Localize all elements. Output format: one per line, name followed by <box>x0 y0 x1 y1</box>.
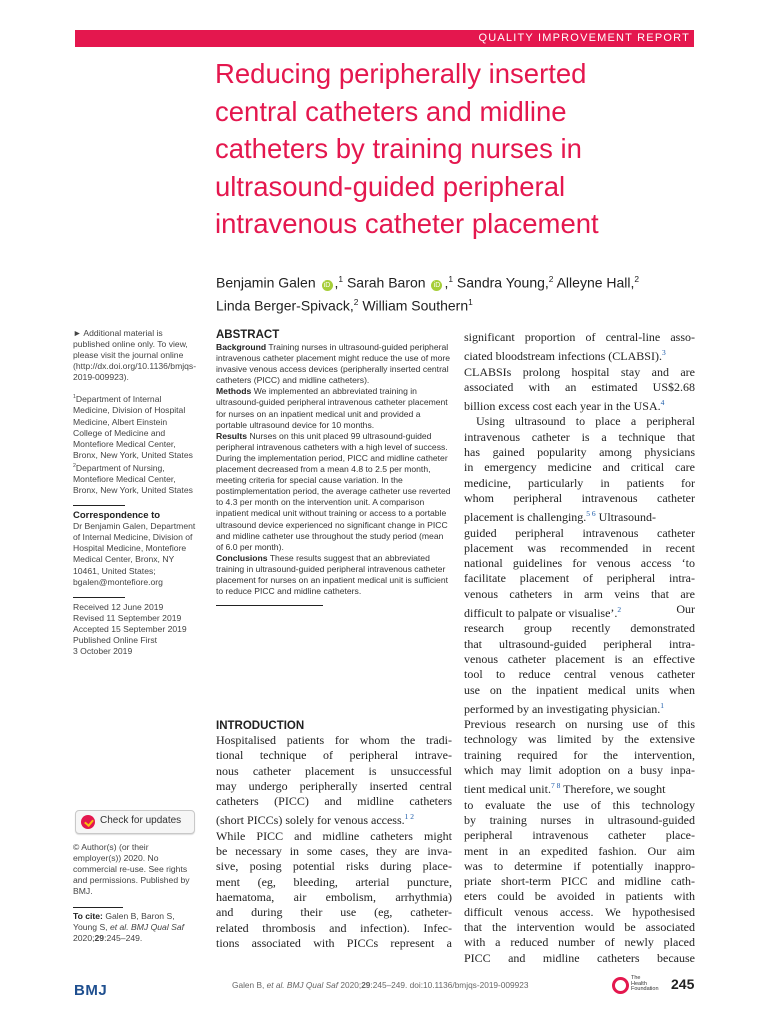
text-line: placement is challenging.$^{5 6}$ Ultrasound- <box>464 509 656 525</box>
author-list: Benjamin Galen iD ,$^1$ Sarah Baron iD ,$^1$ Sandra Young,$^2$ Alleyne Hall,$^2$ Linda Berger-Spivack,$^2$ William Southern$^1$ <box>216 274 640 314</box>
text-line: difficult venous access. We hypothesised <box>464 904 695 919</box>
divider <box>73 907 123 908</box>
text-line: was to determine if potentially inappro- <box>464 858 695 873</box>
author-name[interactable]: Sandra Young, <box>456 274 549 291</box>
date-published-label: Published Online First <box>73 634 158 645</box>
abstract-heading: ABSTRACT <box>216 329 280 341</box>
reference-link[interactable]: 7 8 <box>550 781 561 791</box>
introduction-heading: INTRODUCTION <box>216 720 305 732</box>
text-line: which may limit adoption on a busy inpa- <box>464 763 695 778</box>
text-line: priate short-term PICC and midline cath- <box>464 874 695 889</box>
introduction-text <box>216 733 452 951</box>
text-line: guided peripheral intravenous catheter <box>464 525 695 540</box>
divider <box>73 505 125 506</box>
foundation-ring-icon <box>612 977 629 994</box>
text-line: intravenous catheter is a technique that <box>464 429 695 444</box>
text-line: significant proportion of central-line asso- <box>464 330 695 344</box>
reference-link[interactable]: 3 <box>661 348 666 358</box>
text-line: venous catheter placement is an effective <box>464 651 695 666</box>
text-line: difficult to palpate or visualise’.$^2$ Our <box>464 602 695 621</box>
affiliation-mark: 1 <box>338 274 344 284</box>
date-published: 3 October 2019 <box>73 646 133 657</box>
text-line: nous catheter placement is unsuccessful <box>216 763 452 778</box>
author-name[interactable]: Sarah Baron <box>346 274 426 291</box>
text-line: whom peripheral intravenous catheter <box>464 490 695 505</box>
text-line: facilitate placement of peripheral intra- <box>464 571 695 586</box>
footer-citation: Galen B, et al. BMJ Qual Saf 2020;29:245–249. doi:10.1136/bmjqs-2019-009923 <box>232 980 529 990</box>
crossmark-icon <box>81 815 95 829</box>
affiliation-mark: 1 <box>468 296 473 307</box>
title-line: catheters by training nurses in <box>215 133 582 164</box>
author-name[interactable]: Benjamin Galen <box>216 274 316 291</box>
text-line: performed by an investigating physician.$^1$ <box>464 700 665 716</box>
text-line: with a reduced number of newly placed <box>464 935 695 950</box>
title-line: intravenous catheter placement <box>215 208 599 239</box>
reference-link[interactable]: 2 <box>617 605 622 615</box>
title-line: central catheters and midline <box>215 95 567 127</box>
text-line: tional technique of peripheral intrave- <box>216 748 452 763</box>
text-line: may undergo peripherally inserted central <box>216 778 452 793</box>
title-line: ultrasound-guided peripheral <box>215 170 566 202</box>
correspondence-heading: Correspondence to <box>73 510 161 522</box>
date-received: Received 12 June 2019 <box>73 601 164 612</box>
text-line: training required for the intervention, <box>464 747 695 762</box>
text-line: ciated bloodstream infections (CLABSI).$^3$ <box>464 348 666 364</box>
text-line: has gained popularity among physicians <box>464 445 695 460</box>
affiliation-mark: 2 <box>634 274 640 284</box>
correspondence-text[interactable]: Dr Benjamin Galen, Department of Internal Medicine, Division of Hospital Medicine, Montefiore Medical Center, Bronx, NY 10461, United States; bgalen@montefiore.org <box>73 521 196 587</box>
text-line: technology was limited by the extensive <box>464 732 695 747</box>
text-line: CLABSIs prolong hospital stay and are <box>464 364 695 379</box>
text-line: eters could be avoided in patients with <box>464 889 695 904</box>
text-line: haematoma, air embolism, arrhythmia) <box>216 889 452 904</box>
text-line: Previous research on nursing use of this <box>464 717 695 732</box>
page-number: 245 <box>671 976 695 992</box>
copyright-notice: © Author(s) (or their employer(s)) 2020. No commercial re-use. See rights and permissions. Published by BMJ. <box>73 842 190 897</box>
text-line: by training nurses in ultrasound-guided <box>464 812 695 827</box>
text-line: research group recently demonstrated <box>464 621 695 636</box>
text-line: tions associated with PICCs represent a <box>216 935 452 950</box>
abstract-background: Background Training nurses in ultrasound-guided peripheral intravenous catheter placement might reduce the use of more invasive venous access devices (peripherally inserted central catheters (PICC) and midline catheters). <box>216 342 451 386</box>
text-line: be necessary in some cases, they are inva- <box>216 844 452 859</box>
section-banner <box>75 27 694 47</box>
reference-link[interactable]: 1 <box>660 700 665 710</box>
text-line: associated with an estimated US$2.68 <box>464 379 695 394</box>
text-line: in emergency medicine and critical care <box>464 460 695 475</box>
check-for-updates-button[interactable] <box>75 810 195 834</box>
body-column-right <box>464 330 695 966</box>
citation-box: To cite: Galen B, Baron S, Young S, et al. BMJ Qual Saf 2020;29:245–249. <box>73 911 185 944</box>
text-line: to evaluate the use of this technology <box>464 797 695 812</box>
text-line: peripheral intravenous catheter place- <box>464 828 695 843</box>
text-line: use on the inpatient medical units when <box>464 682 695 697</box>
author-name[interactable]: William Southern <box>362 297 469 314</box>
introduction <box>216 719 452 951</box>
date-revised: Revised 11 September 2019 <box>73 612 182 623</box>
affiliation-mark: 1 <box>448 274 454 284</box>
text-line: ment (eg, bleeding, arterial puncture, <box>216 874 452 889</box>
sidebar <box>73 328 197 657</box>
reference-link[interactable]: 5 6 <box>586 509 596 519</box>
text-line: sive, posing potential risks during place- <box>216 859 452 874</box>
divider <box>216 605 323 606</box>
text-line: catheters (PICC) and midline catheters <box>216 794 452 809</box>
text-line: Using ultrasound to place a peripheral <box>476 414 695 429</box>
title-line: Reducing peripherally inserted <box>215 58 587 89</box>
affiliation-mark: 2 <box>548 274 554 284</box>
reference-link[interactable]: 1 2 <box>404 812 415 822</box>
orcid-icon[interactable]: iD <box>431 280 442 291</box>
text-line: that the intervention would be associated <box>464 919 695 934</box>
author-name[interactable]: Alleyne Hall, <box>556 274 635 291</box>
health-foundation-logo[interactable]: The Health Foundation <box>612 976 672 996</box>
text-line: (short PICCs) solely for venous access.$^{1 2}$ <box>216 812 415 828</box>
text-line: venous catheters in arm veins that are <box>464 586 695 601</box>
reference-link[interactable]: 4 <box>660 398 665 408</box>
article-title <box>215 55 695 243</box>
abstract <box>216 328 452 606</box>
abstract-methods: Methods We implemented an abbreviated training in ultrasound-guided peripheral intravenous catheter placement for nurses on an inpatient medical unit and provided a portable ultrasound device for 10 months. <box>216 386 448 430</box>
banner-label: QUALITY IMPROVEMENT REPORT <box>478 32 690 44</box>
divider <box>73 597 125 598</box>
date-accepted: Accepted 15 September 2019 <box>73 623 187 634</box>
text-line: billion excess cost each year in the USA.$^4$ <box>464 398 665 414</box>
text-line: medicine, particularly in patients for <box>464 475 695 490</box>
text-line: ment in an expedited fashion. Our aim <box>464 843 695 858</box>
text-line: related thrombosis and infection). Infec- <box>216 920 452 935</box>
text-line: and during their use (eg, catheter- <box>216 905 452 920</box>
additional-material-note[interactable]: ► Additional material is published online only. To view, please visit the journal online (http://dx.doi.org/10.1136/bmjqs-2019-009923). <box>73 328 197 383</box>
text-line: Hospitalised patients for whom the tradi- <box>216 733 452 747</box>
text-line: national guidelines for venous access ‘to <box>464 556 695 571</box>
author-name[interactable]: Linda Berger-Spivack, <box>216 297 354 314</box>
affiliation-2: $^2$Department of Nursing, Montefiore Medical Center, Bronx, New York, United States <box>73 462 193 495</box>
bmj-logo[interactable]: BMJ <box>74 982 108 999</box>
text-line: PICC and midline catheters because <box>464 950 695 965</box>
text-line: that ultrasound-guided peripheral intra- <box>464 636 695 651</box>
text-line: placement was recommended in recent <box>464 540 695 555</box>
affiliation-mark: 2 <box>353 296 359 307</box>
affiliation-1: $^1$Department of Internal Medicine, Division of Hospital Medicine, Albert Einstein College of Medicine and Montefiore Medical Center, Bronx, New York, United States <box>73 394 193 460</box>
text-line: tient medical unit.$^{7 8}$ Therefore, we sought <box>464 781 666 797</box>
abstract-conclusions: Conclusions These results suggest that an abbreviated training in ultrasound-guided peripheral intravenous catheter placement for nurses on an inpatient medical unit is sufficient to reduce PICC and midline catheters. <box>216 552 449 597</box>
check-for-updates-label: Check for updates <box>100 815 182 826</box>
orcid-icon[interactable]: iD <box>322 280 333 291</box>
text-line: tool to reduce central venous catheter <box>464 667 695 682</box>
abstract-results: Results Nurses on this unit placed 99 ultrasound-guided peripheral intravenous catheters with a high level of success. During the implementation period, PICC and midline catheter placement decreased from a mean 4.8 to 2.5 per month, meeting criteria for special cause variation. In the postimplementation period, the average catheter use reverted to 4.3 per month on the intervention unit. A comparison inpatient medical unit without training or access to a portable ultrasound device experienced no significant change in PICC and midline catheter use throughout the study period (mean of 6.0 per month). <box>216 430 451 552</box>
text-line: While PICC and midline catheters might <box>216 828 452 843</box>
